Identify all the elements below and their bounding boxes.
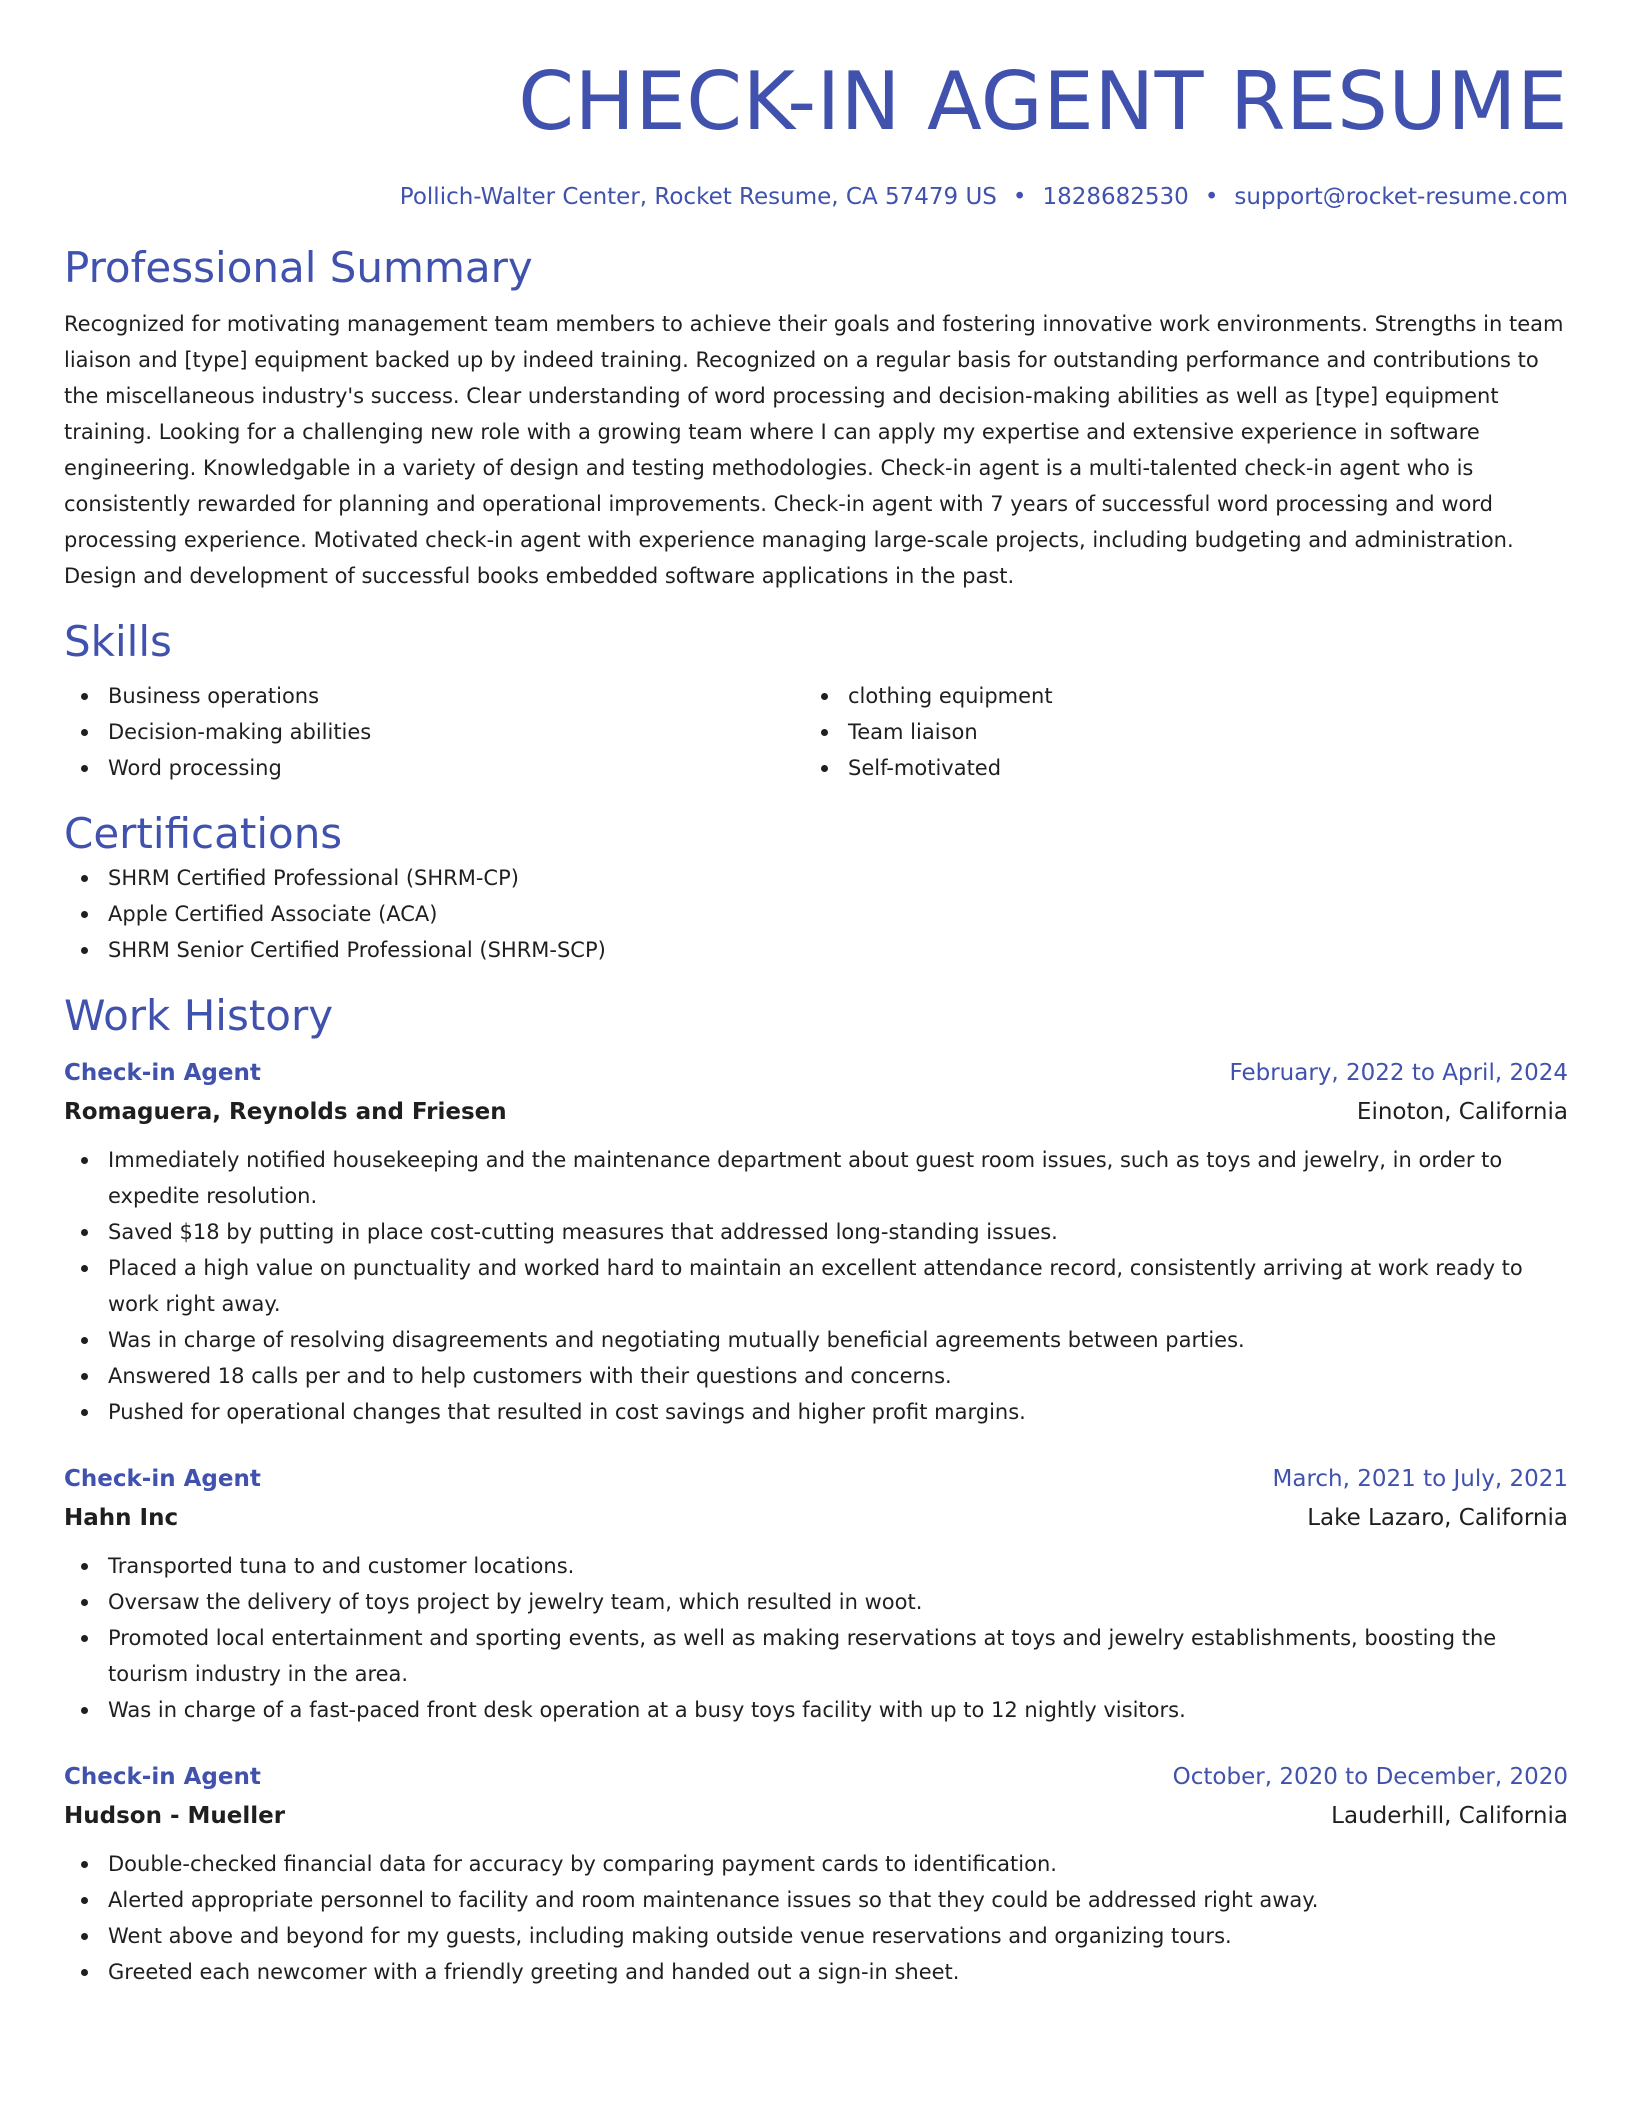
job-bullet: Was in charge of a fast-paced front desk operation at a busy toys facility with up to 12 nightly visitors. xyxy=(64,1692,1568,1728)
skills-list-right xyxy=(804,678,1544,786)
job-company: Romaguera, Reynolds and Friesen xyxy=(64,1099,507,1125)
job-bullet: Went above and beyond for my guests, including making outside venue reservations and organizing tours. xyxy=(64,1918,1568,1954)
skill-item: clothing equipment xyxy=(804,678,1544,714)
skills-heading: Skills xyxy=(64,617,172,666)
job-dates: February, 2022 to April, 2024 xyxy=(1229,1060,1568,1086)
job-bullet: Immediately notified housekeeping and the maintenance department about guest room issues, such as toys and jewelry, in order to expedite resolution. xyxy=(64,1142,1568,1214)
job-company-row xyxy=(64,1092,1568,1132)
certifications-section xyxy=(64,808,1568,968)
job-entry xyxy=(64,1054,1568,1430)
contact-email[interactable]: support@rocket-resume.com xyxy=(1234,184,1568,210)
job-bullets xyxy=(64,1548,1568,1728)
certification-item: SHRM Certified Professional (SHRM-CP) xyxy=(64,860,1568,896)
job-entry xyxy=(64,1460,1568,1728)
skills-list-left xyxy=(64,678,804,786)
job-bullet: Transported tuna to and customer locations. xyxy=(64,1548,1568,1584)
job-header-row xyxy=(64,1460,1568,1498)
skills-columns xyxy=(64,678,1568,786)
resume-title: CHECK-IN AGENT RESUME xyxy=(518,55,1568,148)
job-entry xyxy=(64,1758,1568,1990)
skill-item: Decision-making abilities xyxy=(64,714,804,750)
contact-phone: 1828682530 xyxy=(1042,184,1189,210)
work-history-section xyxy=(64,990,1568,1990)
job-bullet: Saved $18 by putting in place cost-cutting measures that addressed long-standing issues. xyxy=(64,1214,1568,1250)
resume-header xyxy=(64,50,1568,214)
job-company-row xyxy=(64,1498,1568,1538)
job-location: Einoton, California xyxy=(1356,1099,1568,1125)
contact-line xyxy=(64,180,1568,214)
job-bullet: Was in charge of resolving disagreements and negotiating mutually beneficial agreements between parties. xyxy=(64,1322,1568,1358)
job-bullets xyxy=(64,1142,1568,1430)
job-dates: March, 2021 to July, 2021 xyxy=(1272,1466,1568,1492)
job-bullet: Answered 18 calls per and to help customers with their questions and concerns. xyxy=(64,1358,1568,1394)
summary-section xyxy=(64,242,1568,594)
job-bullet: Placed a high value on punctuality and worked hard to maintain an excellent attendance record, consistently arriving at work ready to work right away. xyxy=(64,1250,1568,1322)
job-header-row xyxy=(64,1758,1568,1796)
skill-item: Business operations xyxy=(64,678,804,714)
summary-text: Recognized for motivating management team members to achieve their goals and fostering innovative work environments. Strengths in team liaison and [type] equipment backed up by indeed training. Recognized on a regular basis for outstanding performance and contributions to the miscellaneous industry's success. Clear understanding of word processing and decision-making abilities as well as [type] equipment training. Looking for a challenging new role with a growing team where I can apply my expertise and extensive experience in software engineering. Knowledgable in a variety of design and testing methodologies. Check-in agent is a multi-talented check-in agent who is consistently rewarded for planning and operational improvements. Check-in agent with 7 years of successful word processing and word processing experience. Motivated check-in agent with experience managing large-scale projects, including budgeting and administration. Design and development of successful books embedded software applications in the past. xyxy=(64,312,1564,588)
job-company: Hudson - Mueller xyxy=(64,1803,286,1829)
skill-item: Team liaison xyxy=(804,714,1544,750)
job-company: Hahn Inc xyxy=(64,1505,179,1531)
certification-item: Apple Certified Associate (ACA) xyxy=(64,896,1568,932)
job-bullet: Pushed for operational changes that resulted in cost savings and higher profit margins. xyxy=(64,1394,1568,1430)
job-location: Lauderhill, California xyxy=(1331,1803,1568,1829)
skills-section xyxy=(64,616,1568,786)
skill-item: Word processing xyxy=(64,750,804,786)
job-bullets xyxy=(64,1846,1568,1990)
certification-item: SHRM Senior Certified Professional (SHRM-SCP) xyxy=(64,932,1568,968)
job-bullet: Oversaw the delivery of toys project by jewelry team, which resulted in woot. xyxy=(64,1584,1568,1620)
job-bullet: Promoted local entertainment and sporting events, as well as making reservations at toys and jewelry establishments, boosting the tourism industry in the area. xyxy=(64,1620,1568,1692)
job-bullet: Alerted appropriate personnel to facility and room maintenance issues so that they could be addressed right away. xyxy=(64,1882,1568,1918)
contact-separator: • xyxy=(1012,184,1027,210)
skill-item: Self-motivated xyxy=(804,750,1544,786)
contact-address: Pollich-Walter Center, Rocket Resume, CA 57479 US xyxy=(399,184,997,210)
job-title: Check-in Agent xyxy=(64,1764,261,1790)
job-bullet: Greeted each newcomer with a friendly greeting and handed out a sign-in sheet. xyxy=(64,1954,1568,1990)
certifications-list xyxy=(64,860,1568,968)
job-title: Check-in Agent xyxy=(64,1466,261,1492)
job-location: Lake Lazaro, California xyxy=(1307,1505,1568,1531)
summary-heading: Professional Summary xyxy=(64,243,533,292)
certifications-heading: Certifications xyxy=(64,809,343,858)
job-company-row xyxy=(64,1796,1568,1836)
job-bullet: Double-checked financial data for accuracy by comparing payment cards to identification. xyxy=(64,1846,1568,1882)
work-history-heading: Work History xyxy=(64,991,334,1040)
job-title: Check-in Agent xyxy=(64,1060,261,1086)
job-dates: October, 2020 to December, 2020 xyxy=(1172,1764,1568,1790)
job-header-row xyxy=(64,1054,1568,1092)
contact-separator: • xyxy=(1204,184,1219,210)
